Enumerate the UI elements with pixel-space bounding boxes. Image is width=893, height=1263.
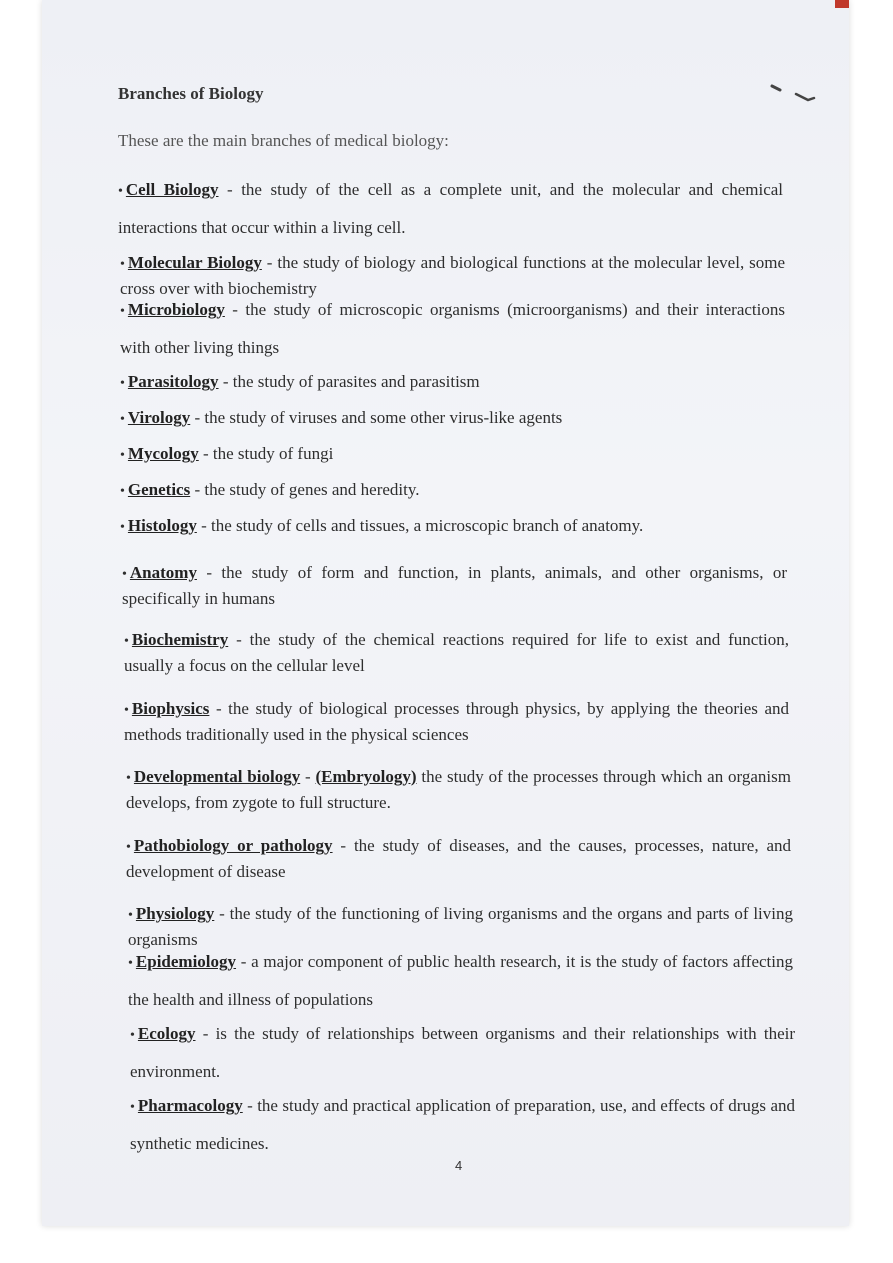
- description: - the study of the functioning of living organisms and the organs and parts of living organisms: [128, 904, 793, 949]
- description: - the study of form and function, in plants, animals, and other organisms, or specifically in humans: [122, 563, 787, 608]
- intro-text: These are the main branches of medical biology:: [118, 131, 449, 150]
- description: - the study of parasites and parasitism: [218, 372, 480, 391]
- list-item: • Histology - the study of cells and tissues, a microscopic branch of anatomy.: [120, 516, 644, 535]
- description: - the study of the cell as a complete unit, and the molecular and chemical interactions that occur within a living cell.: [118, 180, 784, 237]
- term: Physiology: [135, 904, 215, 923]
- page-number: 4: [455, 1158, 463, 1173]
- description: - the study of cells and tissues, a microscopic branch of anatomy.: [196, 516, 644, 535]
- term: Epidemiology: [135, 952, 237, 971]
- description: - the study of fungi: [198, 444, 334, 463]
- list-item: • Biophysics - the study of biological processes through physics, by applying the theories and methods traditionally used in the physical sciences: [124, 699, 789, 744]
- term: Ecology: [137, 1024, 196, 1043]
- term: Cell Biology: [125, 180, 219, 199]
- description: - the study of biology and biological functions at the molecular level, some cross over with biochemistry: [120, 253, 785, 298]
- term: Parasitology: [127, 372, 219, 391]
- list-item: • Pharmacology - the study and practical application of preparation, use, and effects of drugs and synthetic medicines.: [130, 1096, 795, 1153]
- term: Histology: [127, 516, 197, 535]
- term: Biochemistry: [131, 630, 229, 649]
- list-item: • Virology - the study of viruses and some other virus-like agents: [120, 408, 563, 427]
- description: - the study of genes and heredity.: [190, 480, 420, 499]
- list-item: • Physiology - the study of the functioning of living organisms and the organs and parts of living organisms: [128, 904, 793, 949]
- term-secondary: (Embryology): [315, 767, 417, 786]
- page-title: Branches of Biology: [118, 84, 264, 103]
- term: Mycology: [127, 444, 199, 463]
- description: - the study of the chemical reactions required for life to exist and function, usually a focus on the cellular level: [124, 630, 789, 675]
- list-item: • Mycology - the study of fungi: [120, 444, 334, 463]
- description: - the study of diseases, and the causes, processes, nature, and development of disease: [126, 836, 791, 881]
- term: Biophysics: [131, 699, 210, 718]
- list-item: • Anatomy - the study of form and function, in plants, animals, and other organisms, or specifically in humans: [122, 563, 787, 608]
- term: Anatomy: [129, 563, 197, 582]
- description-secondary: the study of the processes through which an organism develops, from zygote to full structure.: [126, 767, 791, 812]
- description: - a major component of public health research, it is the study of factors affecting the health and illness of populations: [128, 952, 793, 1009]
- pen-marks: [768, 80, 818, 110]
- description: - the study of viruses and some other virus-like agents: [190, 408, 563, 427]
- list-item: • Microbiology - the study of microscopic organisms (microorganisms) and their interactions with other living things: [120, 300, 785, 357]
- list-item: • Parasitology - the study of parasites and parasitism: [120, 372, 480, 391]
- term: Microbiology: [127, 300, 225, 319]
- description: - the study and practical application of preparation, use, and effects of drugs and synthetic medicines.: [130, 1096, 795, 1153]
- list-item: • Genetics - the study of genes and heredity.: [120, 480, 420, 499]
- term: Pathobiology or pathology: [133, 836, 333, 855]
- list-item: • Ecology - is the study of relationships between organisms and their relationships with their environment.: [130, 1024, 795, 1081]
- corner-mark: [835, 0, 849, 8]
- list-item: • Epidemiology - a major component of public health research, it is the study of factors affecting the health and illness of populations: [128, 952, 793, 1009]
- term: Virology: [127, 408, 191, 427]
- description: - the study of biological processes through physics, by applying the theories and methods traditionally used in the physical sciences: [124, 699, 789, 744]
- term: Pharmacology: [137, 1096, 243, 1115]
- list-item: • Biochemistry - the study of the chemical reactions required for life to exist and function, usually a focus on the cellular level: [124, 630, 789, 675]
- term: Molecular Biology: [127, 253, 262, 272]
- description: - is the study of relationships between organisms and their relationships with their environment.: [130, 1024, 795, 1081]
- term: Genetics: [127, 480, 191, 499]
- list-item: • Developmental biology - (Embryology) the study of the processes through which an organism develops, from zygote to full structure.: [126, 767, 791, 812]
- list-item: • Molecular Biology - the study of biology and biological functions at the molecular level, some cross over with biochemistry: [120, 253, 785, 298]
- list-item: • Cell Biology - the study of the cell as a complete unit, and the molecular and chemical interactions that occur within a living cell.: [118, 180, 784, 237]
- list-item: • Pathobiology or pathology - the study of diseases, and the causes, processes, nature, and development of disease: [126, 836, 791, 881]
- description: - the study of microscopic organisms (microorganisms) and their interactions with other living things: [120, 300, 785, 357]
- description: -: [300, 767, 316, 786]
- term: Developmental biology: [133, 767, 301, 786]
